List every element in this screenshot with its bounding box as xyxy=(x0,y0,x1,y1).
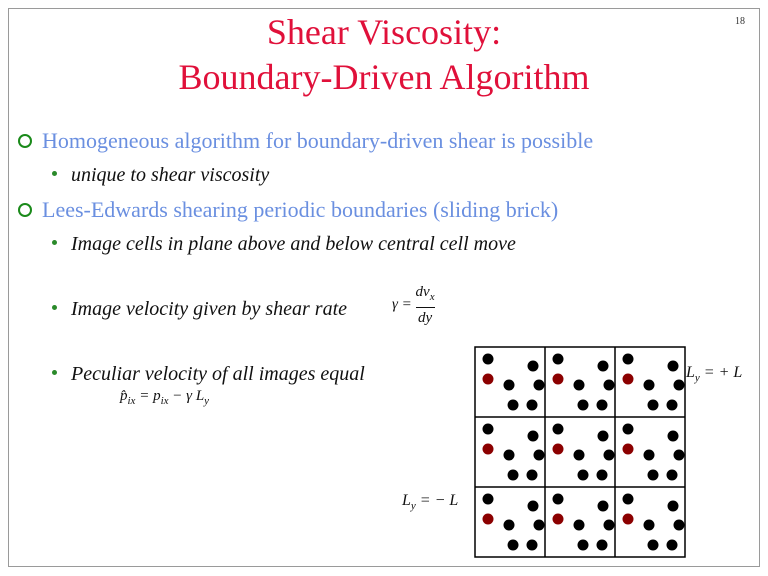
particle xyxy=(574,450,585,461)
sub-bullet-image-velocity xyxy=(52,298,347,321)
particle xyxy=(527,470,538,481)
particle xyxy=(597,540,608,551)
particle xyxy=(668,431,679,442)
tagged-particle xyxy=(623,514,634,525)
label-L: L xyxy=(686,364,695,381)
particle xyxy=(483,424,494,435)
sub-bullet-image-cells xyxy=(52,233,516,256)
particle xyxy=(667,400,678,411)
particle xyxy=(674,450,685,461)
particle xyxy=(604,450,615,461)
bullet-homogeneous xyxy=(18,128,593,154)
bullet-text: Lees-Edwards shearing periodic boundaries (sliding brick) xyxy=(42,197,559,222)
sub-bullet-text: Image cells in plane above and below central cell move xyxy=(71,233,516,255)
particle xyxy=(504,450,515,461)
particle xyxy=(597,470,608,481)
particle xyxy=(648,470,659,481)
eq-sub: ix xyxy=(127,395,136,407)
circle-bullet-icon xyxy=(18,203,32,217)
bullet-lees-edwards xyxy=(18,197,558,223)
particle xyxy=(623,494,634,505)
eq-denominator: dy xyxy=(417,310,433,326)
particle xyxy=(667,470,678,481)
label-ly-plus xyxy=(686,364,742,384)
eq-rest: − γ L xyxy=(168,388,205,404)
particle xyxy=(553,354,564,365)
particle xyxy=(597,400,608,411)
particle xyxy=(598,361,609,372)
particle xyxy=(648,540,659,551)
particle xyxy=(648,400,659,411)
particle xyxy=(504,520,515,531)
particle xyxy=(604,380,615,391)
particle xyxy=(644,380,655,391)
particle xyxy=(623,424,634,435)
bullet-text: Homogeneous algorithm for boundary-driven shear is possible xyxy=(42,128,594,153)
particle xyxy=(528,431,539,442)
particle xyxy=(574,520,585,531)
eq-mid: = p xyxy=(135,388,161,404)
sub-bullet-text: Image velocity given by shear rate xyxy=(71,298,348,320)
page-number: 18 xyxy=(735,16,745,27)
particle xyxy=(604,520,615,531)
particle xyxy=(553,494,564,505)
particle xyxy=(644,520,655,531)
eq-lhs: γ = xyxy=(392,296,412,313)
dot-bullet-icon xyxy=(52,240,57,245)
particle xyxy=(574,380,585,391)
eq-p-hat: p̂ xyxy=(120,388,128,404)
dot-bullet-icon xyxy=(52,171,57,176)
dot-bullet-icon xyxy=(52,305,57,310)
tagged-particle xyxy=(553,514,564,525)
particle xyxy=(534,520,545,531)
tagged-particle xyxy=(623,444,634,455)
particle xyxy=(623,354,634,365)
particle xyxy=(578,540,589,551)
particle xyxy=(527,540,538,551)
circle-bullet-icon xyxy=(18,134,32,148)
particle xyxy=(528,361,539,372)
sub-bullet-text: Peculiar velocity of all images equal xyxy=(71,363,365,385)
slide-title-line1: Shear Viscosity: xyxy=(266,12,502,52)
tagged-particle xyxy=(483,444,494,455)
particle xyxy=(598,431,609,442)
particle xyxy=(504,380,515,391)
particle xyxy=(598,501,609,512)
sub-bullet-peculiar xyxy=(52,363,365,386)
cell-grid-svg xyxy=(474,346,686,558)
tagged-particle xyxy=(483,374,494,385)
label-sub: y xyxy=(410,500,416,513)
eq-fraction xyxy=(416,283,435,327)
sliding-brick-diagram xyxy=(474,346,686,563)
tagged-particle xyxy=(553,374,564,385)
label-rhs: = − L xyxy=(415,492,459,509)
particle xyxy=(508,540,519,551)
label-L: L xyxy=(402,492,411,509)
particle xyxy=(527,400,538,411)
eq-sub: y xyxy=(204,395,210,407)
slide-title-line2: Boundary-Driven Algorithm xyxy=(178,57,590,97)
tagged-particle xyxy=(623,374,634,385)
tagged-particle xyxy=(483,514,494,525)
particle xyxy=(667,540,678,551)
particle xyxy=(674,380,685,391)
particle xyxy=(553,424,564,435)
particle xyxy=(578,400,589,411)
particle xyxy=(534,380,545,391)
particle xyxy=(578,470,589,481)
particle xyxy=(668,361,679,372)
eq-numerator: dv xyxy=(415,284,430,300)
particle xyxy=(508,470,519,481)
label-ly-minus xyxy=(402,492,458,512)
peculiar-velocity-equation xyxy=(120,388,209,407)
particle xyxy=(674,520,685,531)
label-rhs: = + L xyxy=(699,364,743,381)
sub-bullet-text: unique to shear viscosity xyxy=(71,164,270,186)
particle xyxy=(483,354,494,365)
dot-bullet-icon xyxy=(52,370,57,375)
tagged-particle xyxy=(553,444,564,455)
eq-sub: ix xyxy=(160,395,169,407)
particle xyxy=(508,400,519,411)
particle xyxy=(668,501,679,512)
shear-rate-equation xyxy=(392,283,435,327)
eq-numerator-sub: x xyxy=(429,291,435,303)
label-sub: y xyxy=(694,372,700,385)
particle xyxy=(644,450,655,461)
particle xyxy=(483,494,494,505)
particle xyxy=(528,501,539,512)
sub-bullet-unique xyxy=(52,164,269,187)
particle xyxy=(534,450,545,461)
